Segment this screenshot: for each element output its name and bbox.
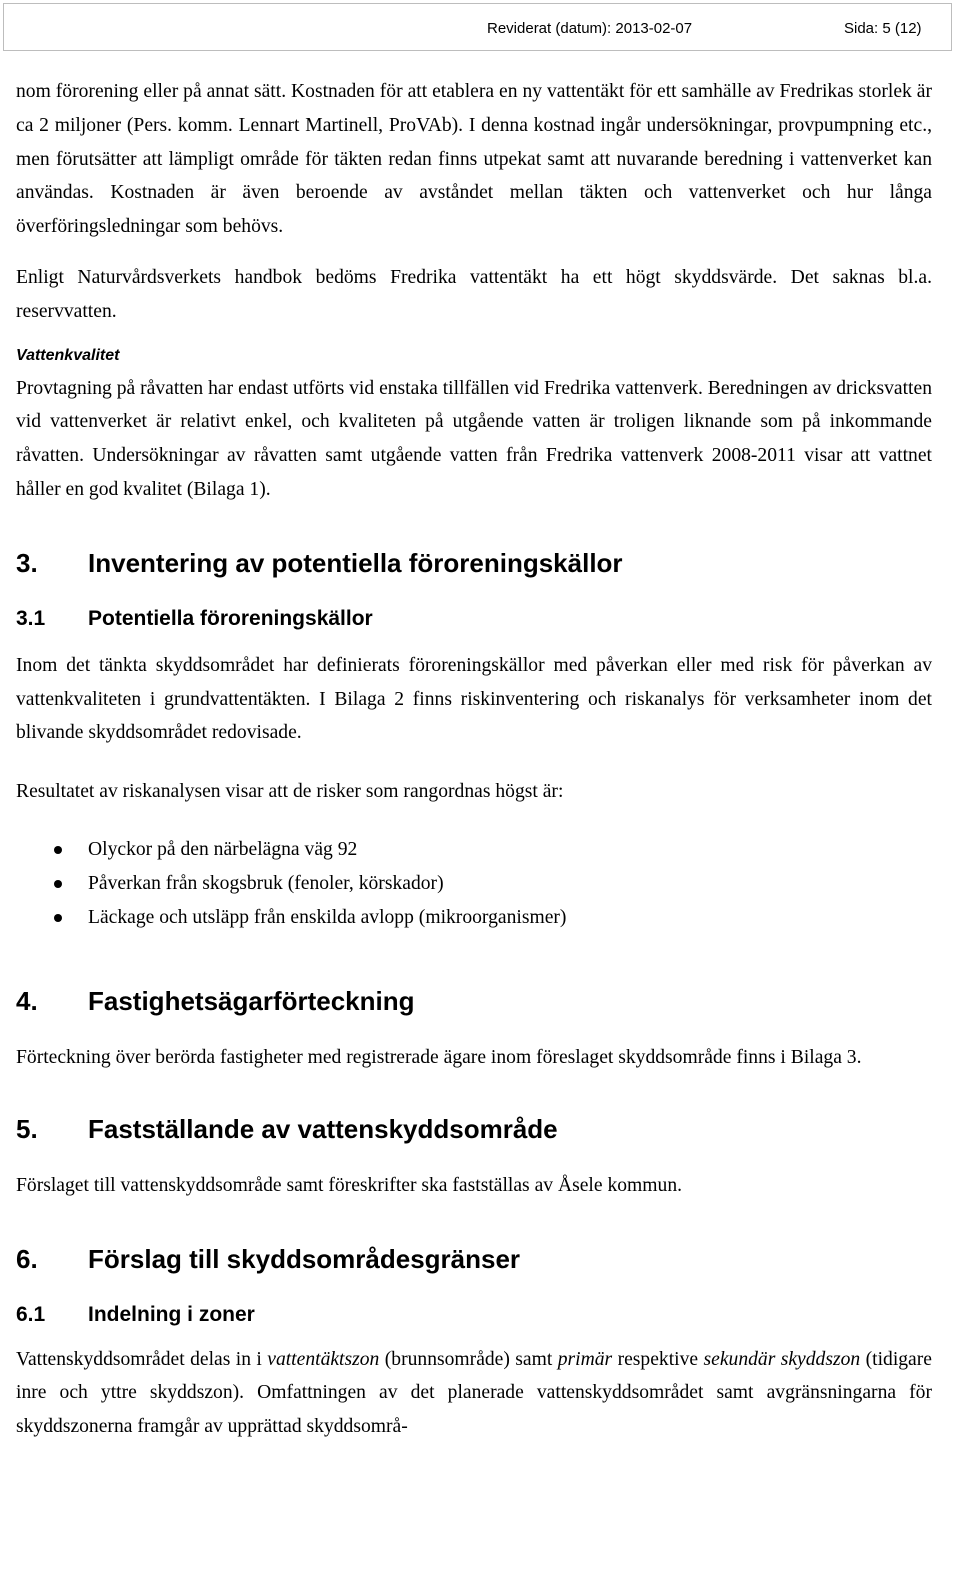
- list-item: Läckage och utsläpp från enskilda avlopp (mikroorganismer): [16, 901, 932, 935]
- page-header: [3, 3, 952, 51]
- paragraph-protection-value: Enligt Naturvårdsverkets handbok bedöms Fredrika vattentäkt ha ett högt skyddsvärde. Det saknas bl.a. reservvatten.: [16, 266, 932, 322]
- section-heading-3-1: 3.1 Potentiella föroreningskällor: [16, 606, 373, 630]
- paragraph-cost: nom förorening eller på annat sätt. Kostnaden för att etablera en ny vattentäkt för ett samhälle av Fredrikas storlek är ca 2 miljoner (Pers. komm. Lennart Martinell, ProVAb). I denna kostnad ingår undersökningar, provpumpning etc., men förutsätter att lämpligt område för täkten redan finns utpekat samt att nuvarande beredning i vattenverket kan användas. Kostnaden är även beroende av avståndet mellan täkten och vattenverket och hur långa överföringsledningar som behövs.: [16, 81, 932, 238]
- paragraph-risk-result: Resultatet av riskanalysen visar att de risker som rangordnas högst är:: [16, 781, 564, 803]
- section-heading-6: 6. Förslag till skyddsområdesgränser: [16, 1243, 521, 1274]
- document-body: [16, 75, 932, 1444]
- page-number: Sida: 5 (12): [844, 20, 922, 37]
- paragraph-property-owners: Förteckning över berörda fastigheter med registrerade ägare inom föreslaget skyddsområde finns i Bilaga 3.: [16, 1046, 862, 1068]
- list-item: Olyckor på den närbelägna väg 92: [16, 833, 932, 867]
- subheading-water-quality: Vattenkvalitet: [16, 346, 120, 364]
- list-item: Påverkan från skogsbruk (fenoler, körskador): [16, 867, 932, 901]
- revision-date: Reviderat (datum): 2013-02-07: [487, 20, 693, 37]
- risk-list: [16, 833, 932, 935]
- bullet-icon: [54, 914, 62, 922]
- section-heading-5: 5. Fastställande av vattenskyddsområde: [16, 1113, 558, 1144]
- section-heading-4: 4. Fastighetsägarförteckning: [16, 985, 415, 1016]
- paragraph-water-quality: Provtagning på råvatten har endast utförts vid enstaka tillfällen vid Fredrika vattenverk. Beredningen av dricksvatten vid vattenverket är relativt enkel, och kvaliteten på utgående vatten är troligen liknande som på inkommande råvatten. Undersökningar av råvatten samt utgående vatten från Fredrika vattenverk 2008-2011 visar att vattnet håller en god kvalitet (Bilaga 1).: [16, 377, 932, 500]
- paragraph-pollution-sources: Inom det tänkta skyddsområdet har definierats föroreningskällor med påverkan eller med risk för påverkan av vattenkvaliteten i grundvattentäkten. I Bilaga 2 finns riskinventering och riskanalys för verksamheter inom det blivande skyddsområdet redovisade.: [16, 654, 932, 744]
- bullet-icon: [54, 880, 62, 888]
- section-heading-3: 3. Inventering av potentiella föroreningskällor: [16, 547, 623, 578]
- paragraph-zones: Vattenskyddsområdet delas in i vattentäktszon (brunnsområde) samt primär respektive sekundär skyddszon (tidigare inre och yttre skyddszon). Omfattningen av det planerade vattenskyddsområdet samt avgränsningarna för skyddszonerna framgår av upprättad skyddsområ-: [16, 1348, 932, 1438]
- bullet-icon: [54, 846, 62, 854]
- section-heading-6-1: 6.1 Indelning i zoner: [16, 1302, 255, 1326]
- paragraph-establishment: Förslaget till vattenskyddsområde samt föreskrifter ska fastställas av Åsele kommun.: [16, 1174, 683, 1196]
